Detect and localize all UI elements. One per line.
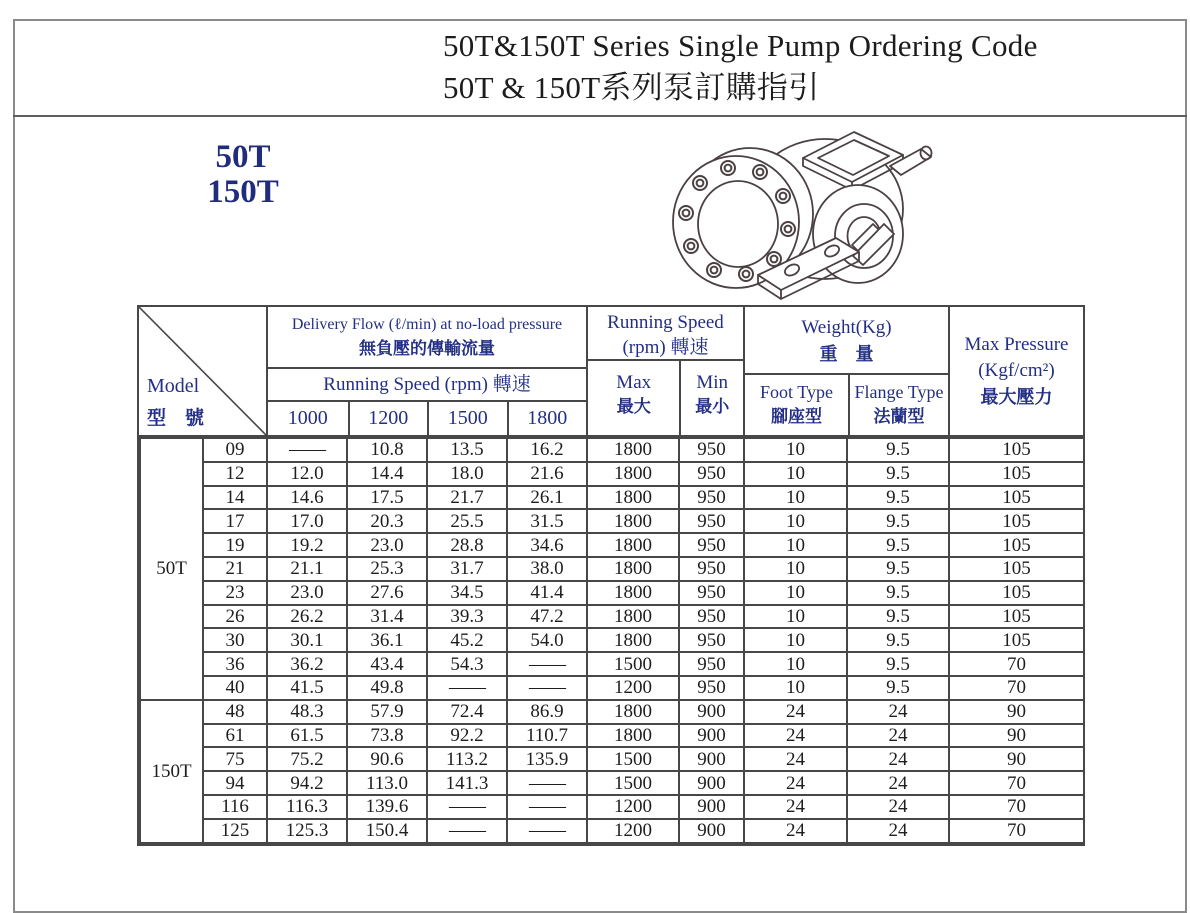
table-row (140, 628, 1084, 652)
table-row (140, 747, 1084, 771)
model-number-cell: 21 (203, 557, 267, 581)
value-cell: 39.3 (427, 605, 507, 629)
value-cell: 26.2 (267, 605, 347, 629)
table-row (140, 438, 1084, 462)
value-cell: 950 (679, 438, 744, 462)
value-cell: 21.7 (427, 486, 507, 510)
value-cell: 135.9 (507, 747, 587, 771)
series-label-50t: 50T (215, 139, 271, 175)
table-row (140, 486, 1084, 510)
model-header-en: Model (147, 375, 200, 397)
value-cell: 1800 (587, 605, 679, 629)
value-cell: 105 (949, 605, 1084, 629)
value-cell: 43.4 (347, 652, 427, 676)
model-series-cell: 50T (140, 438, 203, 700)
value-cell: 113.2 (427, 747, 507, 771)
value-cell: 9.5 (847, 581, 949, 605)
table-row (140, 700, 1084, 724)
value-cell: 105 (949, 581, 1084, 605)
value-cell: 10 (744, 438, 847, 462)
value-cell: 10.8 (347, 438, 427, 462)
value-cell: 105 (949, 462, 1084, 486)
running-speed-header-group (586, 307, 743, 435)
value-cell: 1500 (587, 771, 679, 795)
value-cell: 10 (744, 509, 847, 533)
model-number-cell: 48 (203, 700, 267, 724)
value-cell: 1200 (587, 819, 679, 843)
model-number-cell: 125 (203, 819, 267, 843)
table-row (140, 557, 1084, 581)
table-row (140, 795, 1084, 819)
value-cell: —— (507, 795, 587, 819)
value-cell: 1800 (587, 628, 679, 652)
value-cell: 14.4 (347, 462, 427, 486)
page-title-chinese: 50T & 150T系列泵訂購指引 (443, 70, 820, 105)
model-number-cell: 116 (203, 795, 267, 819)
value-cell: 1800 (587, 724, 679, 748)
value-cell: 41.4 (507, 581, 587, 605)
value-cell: 10 (744, 581, 847, 605)
value-cell: —— (427, 819, 507, 843)
value-cell: 116.3 (267, 795, 347, 819)
value-cell: 23.0 (267, 581, 347, 605)
value-cell: 70 (949, 795, 1084, 819)
value-cell: 24 (744, 819, 847, 843)
model-number-cell: 30 (203, 628, 267, 652)
value-cell: 950 (679, 605, 744, 629)
flow-header-en: Delivery Flow (ℓ/min) at no-load pressure (291, 316, 563, 333)
page-title-english: 50T&150T Series Single Pump Ordering Code (443, 28, 1038, 63)
value-cell: 1500 (587, 747, 679, 771)
table-row (140, 819, 1084, 843)
value-cell: 9.5 (847, 462, 949, 486)
value-cell: 26.1 (507, 486, 587, 510)
value-cell: 16.2 (507, 438, 587, 462)
value-cell: 86.9 (507, 700, 587, 724)
value-cell: 950 (679, 533, 744, 557)
value-cell: 90 (949, 747, 1084, 771)
value-cell: 1200 (587, 795, 679, 819)
value-cell: 24 (847, 819, 949, 843)
weight-header-group (743, 307, 948, 435)
value-cell: 24 (744, 747, 847, 771)
max-pressure-header: Max Pressure (Kgf/cm²) 最大壓力 (948, 307, 1083, 435)
value-cell: 24 (847, 724, 949, 748)
table-body (139, 437, 1085, 844)
max-speed-header: Max 最大 (616, 372, 652, 416)
value-cell: 950 (679, 486, 744, 510)
value-cell: 9.5 (847, 533, 949, 557)
table-row (140, 533, 1084, 557)
gear-pump-icon (640, 124, 940, 304)
value-cell: 10 (744, 462, 847, 486)
model-corner-cell (139, 307, 266, 435)
pump-technical-drawing-illustration (640, 124, 940, 304)
value-cell: 31.5 (507, 509, 587, 533)
model-number-cell: 17 (203, 509, 267, 533)
value-cell: 75.2 (267, 747, 347, 771)
value-cell: 1800 (587, 581, 679, 605)
value-cell: 9.5 (847, 486, 949, 510)
value-cell: 23.0 (347, 533, 427, 557)
value-cell: 24 (744, 700, 847, 724)
value-cell: 21.6 (507, 462, 587, 486)
table-row (140, 652, 1084, 676)
value-cell: 27.6 (347, 581, 427, 605)
value-cell: 950 (679, 462, 744, 486)
value-cell: 950 (679, 557, 744, 581)
model-header-zh: 型 號 (147, 408, 205, 429)
value-cell: 1800 (587, 533, 679, 557)
value-cell: 92.2 (427, 724, 507, 748)
value-cell: 10 (744, 605, 847, 629)
value-cell: 900 (679, 700, 744, 724)
value-cell: 90.6 (347, 747, 427, 771)
value-cell: 113.0 (347, 771, 427, 795)
model-number-cell: 61 (203, 724, 267, 748)
value-cell: 10 (744, 652, 847, 676)
value-cell: 105 (949, 509, 1084, 533)
table-row (140, 724, 1084, 748)
value-cell: 25.5 (427, 509, 507, 533)
flow-subheader: Running Speed (rpm) 轉速 (268, 369, 586, 402)
speed-column-1500: 1500 (427, 402, 507, 435)
value-cell: 17.0 (267, 509, 347, 533)
value-cell: 900 (679, 747, 744, 771)
value-cell: 900 (679, 771, 744, 795)
value-cell: 21.1 (267, 557, 347, 581)
value-cell: 1800 (587, 557, 679, 581)
value-cell: 1800 (587, 438, 679, 462)
table-row (140, 771, 1084, 795)
value-cell: —— (507, 652, 587, 676)
model-number-cell: 12 (203, 462, 267, 486)
table-row (140, 581, 1084, 605)
value-cell: 30.1 (267, 628, 347, 652)
value-cell: 70 (949, 676, 1084, 700)
title-divider (13, 115, 1187, 117)
value-cell: 17.5 (347, 486, 427, 510)
series-label-150t: 150T (207, 174, 279, 210)
model-number-cell: 94 (203, 771, 267, 795)
value-cell: 105 (949, 486, 1084, 510)
specification-table (137, 305, 1085, 846)
value-cell: 900 (679, 795, 744, 819)
value-cell: 13.5 (427, 438, 507, 462)
value-cell: 150.4 (347, 819, 427, 843)
value-cell: 90 (949, 700, 1084, 724)
value-cell: 110.7 (507, 724, 587, 748)
value-cell: 25.3 (347, 557, 427, 581)
value-cell: 9.5 (847, 605, 949, 629)
table-row (140, 605, 1084, 629)
value-cell: 20.3 (347, 509, 427, 533)
value-cell: 24 (744, 724, 847, 748)
table-row (140, 509, 1084, 533)
value-cell: 950 (679, 676, 744, 700)
value-cell: 36.2 (267, 652, 347, 676)
value-cell: —— (267, 438, 347, 462)
value-cell: 950 (679, 509, 744, 533)
value-cell: 24 (847, 771, 949, 795)
value-cell: 34.6 (507, 533, 587, 557)
value-cell: 54.0 (507, 628, 587, 652)
value-cell: 18.0 (427, 462, 507, 486)
value-cell: —— (507, 771, 587, 795)
weight-header-en: Weight(Kg) (801, 317, 892, 338)
value-cell: 1800 (587, 462, 679, 486)
speed-column-1200: 1200 (348, 402, 428, 435)
table-row (140, 462, 1084, 486)
model-number-cell: 26 (203, 605, 267, 629)
value-cell: 90 (949, 724, 1084, 748)
model-number-cell: 75 (203, 747, 267, 771)
value-cell: 70 (949, 652, 1084, 676)
value-cell: 1800 (587, 700, 679, 724)
value-cell: 24 (847, 795, 949, 819)
value-cell: 125.3 (267, 819, 347, 843)
model-number-cell: 36 (203, 652, 267, 676)
value-cell: 28.8 (427, 533, 507, 557)
value-cell: 70 (949, 771, 1084, 795)
min-speed-header: Min 最小 (679, 361, 743, 435)
value-cell: —— (507, 676, 587, 700)
value-cell: 950 (679, 652, 744, 676)
model-number-cell: 19 (203, 533, 267, 557)
foot-type-header: Foot Type 腳座型 (760, 382, 833, 426)
model-number-cell: 14 (203, 486, 267, 510)
value-cell: 10 (744, 486, 847, 510)
page-title (443, 25, 1038, 109)
value-cell: 1200 (587, 676, 679, 700)
value-cell: 57.9 (347, 700, 427, 724)
value-cell: 73.8 (347, 724, 427, 748)
model-number-cell: 23 (203, 581, 267, 605)
value-cell: 10 (744, 557, 847, 581)
running-speed-line1: Running Speed (607, 312, 724, 333)
flow-header-zh: 無負壓的傳輸流量 (359, 339, 495, 358)
value-cell: 61.5 (267, 724, 347, 748)
value-cell: 12.0 (267, 462, 347, 486)
value-cell: 9.5 (847, 628, 949, 652)
value-cell: 31.4 (347, 605, 427, 629)
value-cell: 141.3 (427, 771, 507, 795)
delivery-flow-header-group (266, 307, 586, 435)
value-cell: 34.5 (427, 581, 507, 605)
value-cell: 1800 (587, 509, 679, 533)
value-cell: 900 (679, 724, 744, 748)
value-cell: 9.5 (847, 652, 949, 676)
value-cell: 10 (744, 676, 847, 700)
value-cell: 950 (679, 581, 744, 605)
value-cell: 19.2 (267, 533, 347, 557)
value-cell: 1800 (587, 486, 679, 510)
value-cell: 9.5 (847, 557, 949, 581)
table-header (139, 307, 1083, 437)
model-series-cell: 150T (140, 700, 203, 843)
model-number-cell: 40 (203, 676, 267, 700)
value-cell: 72.4 (427, 700, 507, 724)
value-cell: 24 (847, 747, 949, 771)
value-cell: 31.7 (427, 557, 507, 581)
model-number-cell: 09 (203, 438, 267, 462)
value-cell: 105 (949, 557, 1084, 581)
speed-column-1000: 1000 (287, 407, 328, 429)
value-cell: 9.5 (847, 676, 949, 700)
running-speed-line2: (rpm) 轉速 (622, 337, 709, 358)
value-cell: 24 (744, 795, 847, 819)
value-cell: 105 (949, 533, 1084, 557)
value-cell: 10 (744, 628, 847, 652)
value-cell: 54.3 (427, 652, 507, 676)
value-cell: 24 (847, 700, 949, 724)
series-label (192, 140, 294, 210)
value-cell: 24 (744, 771, 847, 795)
value-cell: 105 (949, 438, 1084, 462)
value-cell: —— (427, 795, 507, 819)
value-cell: 105 (949, 628, 1084, 652)
value-cell: 9.5 (847, 438, 949, 462)
value-cell: 10 (744, 533, 847, 557)
flange-type-header: Flange Type 法蘭型 (848, 375, 948, 435)
value-cell: 38.0 (507, 557, 587, 581)
value-cell: 70 (949, 819, 1084, 843)
value-cell: 900 (679, 819, 744, 843)
value-cell: 950 (679, 628, 744, 652)
value-cell: 94.2 (267, 771, 347, 795)
value-cell: 1500 (587, 652, 679, 676)
weight-header-zh: 重 量 (819, 344, 874, 364)
value-cell: 9.5 (847, 509, 949, 533)
value-cell: 49.8 (347, 676, 427, 700)
value-cell: —— (507, 819, 587, 843)
value-cell: 45.2 (427, 628, 507, 652)
value-cell: 14.6 (267, 486, 347, 510)
speed-column-1800: 1800 (507, 402, 587, 435)
value-cell: —— (427, 676, 507, 700)
value-cell: 36.1 (347, 628, 427, 652)
table-row (140, 676, 1084, 700)
value-cell: 139.6 (347, 795, 427, 819)
value-cell: 47.2 (507, 605, 587, 629)
value-cell: 41.5 (267, 676, 347, 700)
value-cell: 48.3 (267, 700, 347, 724)
